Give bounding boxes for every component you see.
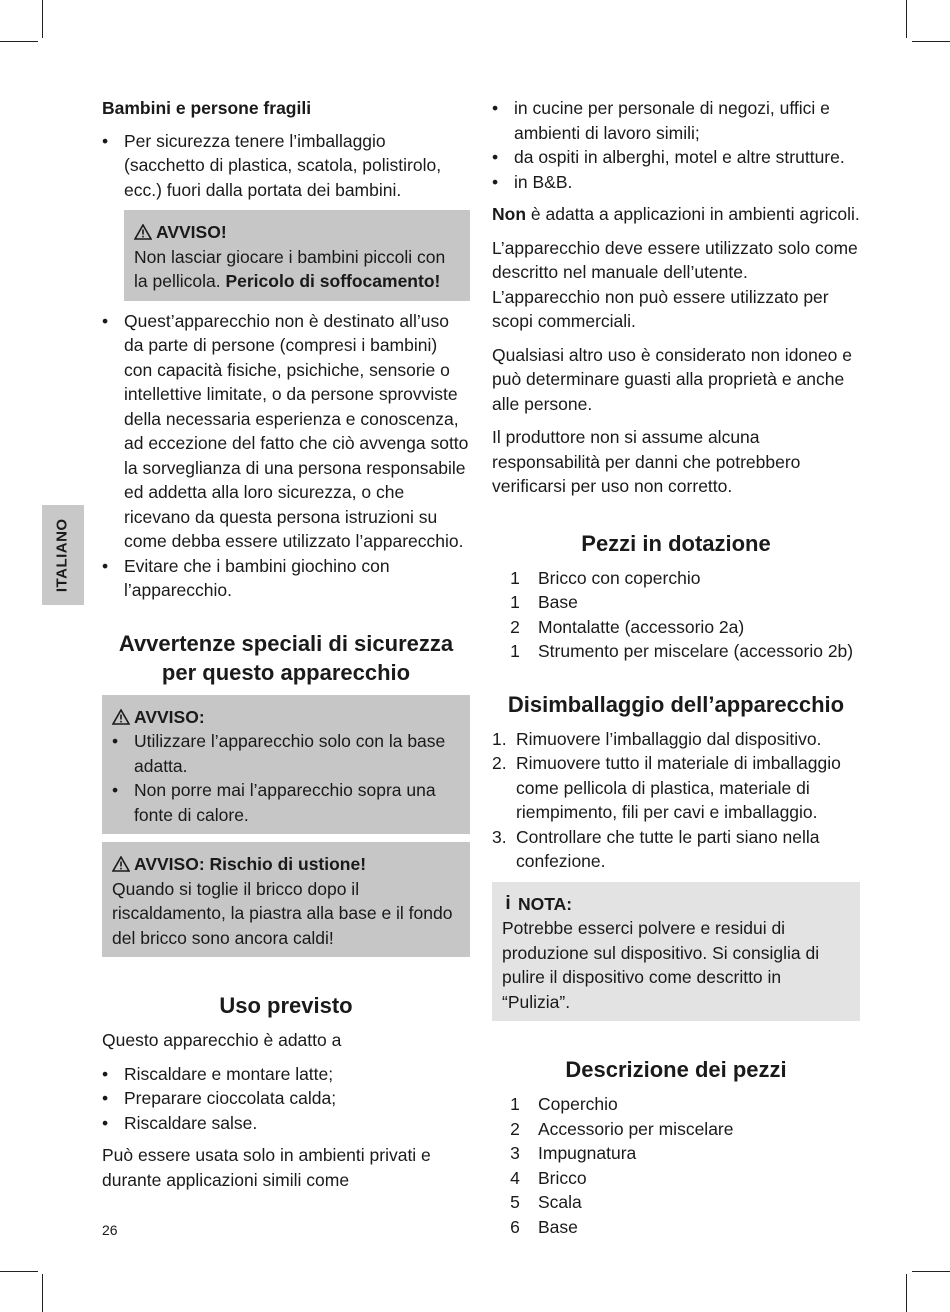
list-item: • Preparare cioccolata calda; <box>102 1086 470 1111</box>
step-text: Controllare che tutte le parti siano nella confezione. <box>516 826 820 871</box>
warning-title: AVVISO: <box>134 706 205 727</box>
warning-list <box>112 729 460 827</box>
crop-mark <box>906 1274 907 1312</box>
item-quantity: 2 <box>510 616 520 637</box>
right-column <box>492 96 860 1247</box>
warning-box-header <box>134 220 460 245</box>
crop-mark <box>912 1271 950 1272</box>
note-title: NOTA: <box>518 893 573 914</box>
warning-text-body: Non lasciar giocare i bambini piccoli con la pellicola. <box>134 246 446 291</box>
item-label: Accessorio per miscelare <box>538 1118 734 1139</box>
crop-mark <box>912 41 950 42</box>
list-item <box>492 1166 860 1191</box>
warning-triangle-icon <box>112 709 130 725</box>
item-label: Scala <box>538 1192 582 1212</box>
item-number: 6 <box>510 1216 520 1237</box>
list-item <box>492 1117 860 1142</box>
item-number: 1 <box>510 1094 520 1114</box>
warning-title: AVVISO! <box>156 222 227 242</box>
unpacking-steps <box>492 727 860 874</box>
item-number: 5 <box>510 1192 520 1212</box>
item-label: Bricco <box>538 1167 587 1188</box>
list-item <box>492 751 860 825</box>
item-label: Bricco con coperchio <box>538 567 701 588</box>
crop-mark <box>42 0 43 38</box>
item-label: Base <box>538 1216 578 1237</box>
intended-use-intro: Questo apparecchio è adatto a <box>102 1030 342 1050</box>
list-item: • Utilizzare l’apparecchio solo con la base adatta. <box>112 729 460 778</box>
note-box-header <box>502 892 850 917</box>
agricultural-note <box>492 202 860 227</box>
crop-mark <box>42 1274 43 1312</box>
step-number: 2. <box>492 753 507 773</box>
language-tab-label: ITALIANO <box>53 518 71 592</box>
list-item: • Riscaldare salse. <box>102 1111 470 1136</box>
list-item <box>492 639 860 664</box>
fragili-list <box>102 129 470 203</box>
special-safety-heading: Avvertenze speciali di sicurezza per questo apparecchio <box>118 630 454 685</box>
list-item <box>492 1092 860 1117</box>
paragraph: L’apparecchio deve essere utilizzato solo come descritto nel manuale dell’utente. L’apparecchio non può essere utilizzato per scopi commerciali. <box>492 237 858 331</box>
note-text: Potrebbe esserci polvere e residui di produzione sul dispositivo. Si consiglia di pulire il dispositivo come descritto in “Pulizia”. <box>502 918 820 1012</box>
supplied-parts-list <box>492 566 860 664</box>
list-item: • in cucine per personale di negozi, uffici e ambienti di lavoro simili; <box>492 96 860 145</box>
list-item: • Evitare che i bambini giochino con l’apparecchio. <box>102 554 470 603</box>
warning-text <box>134 245 460 294</box>
warning-triangle-icon <box>112 856 130 872</box>
warning-triangle-icon <box>134 224 152 240</box>
parts-description-list <box>492 1092 860 1239</box>
warning-box-header <box>112 705 460 730</box>
list-item: • Quest’apparecchio non è destinato all’uso da parte di persone (compresi i bambini) con capacità fisiche, psichiche, sensorie o intellettive limitate, o da persone sprovviste della necessaria esperienza e conoscenza, ad eccezione del fatto che ciò avvenga sotto la sorveglianza di una persona responsabile ed addetta alla loro sicurezza, o che ricevano da questa persona istruzioni su come debba essere utilizzato l’apparecchio. <box>102 309 470 554</box>
list-item <box>492 590 860 615</box>
list-item: • Non porre mai l’apparecchio sopra una fonte di calore. <box>112 778 460 827</box>
fragili-list-cont <box>102 309 470 603</box>
info-icon: i <box>505 892 511 914</box>
crop-mark <box>906 0 907 38</box>
agricultural-note-text: è adatta a applicazioni in ambienti agricoli. <box>526 204 860 224</box>
intended-use-heading: Uso previsto <box>219 993 353 1018</box>
language-tab <box>42 505 84 605</box>
left-column <box>102 96 470 1201</box>
list-item <box>492 1141 860 1166</box>
list-item <box>492 825 860 874</box>
unpacking-heading: Disimballaggio dell’apparecchio <box>507 691 845 717</box>
item-label: Strumento per miscelare (accessorio 2b) <box>538 641 854 661</box>
item-label: Impugnatura <box>538 1143 637 1163</box>
list-item <box>492 727 860 752</box>
warning-text: Quando si toglie il bricco dopo il riscaldamento, la piastra alla base e il fondo del bricco sono ancora caldi! <box>112 878 453 948</box>
fragili-heading: Bambini e persone fragili <box>102 98 312 118</box>
intended-use-list <box>102 1062 470 1136</box>
list-item: • Riscaldare e montare latte; <box>102 1062 470 1087</box>
list-item: • Per sicurezza tenere l’imballaggio (sacchetto di plastica, scatola, polistirolo, ecc.) fuori dalla portata dei bambini. <box>102 129 470 203</box>
item-number: 2 <box>510 1118 520 1139</box>
item-number: 3 <box>510 1143 520 1163</box>
list-item: • in B&B. <box>492 170 860 195</box>
paragraph: Qualsiasi altro uso è considerato non idoneo e può determinare guasti alla proprietà e anche alle persone. <box>492 344 852 414</box>
step-text: Rimuovere l’imballaggio dal dispositivo. <box>516 728 822 749</box>
item-quantity: 1 <box>510 641 520 661</box>
warning-box-header <box>112 852 460 877</box>
item-label: Base <box>538 592 578 612</box>
warning-text-emphasis: Pericolo di soffocamento! <box>225 271 441 291</box>
page-number: 26 <box>102 1222 118 1238</box>
warning-box-base <box>102 695 470 835</box>
warning-box-burn <box>102 842 470 957</box>
list-item <box>492 566 860 591</box>
crop-mark <box>0 41 38 42</box>
list-item <box>492 1190 860 1215</box>
list-item: • da ospiti in alberghi, motel e altre strutture. <box>492 145 860 170</box>
supplied-parts-heading: Pezzi in dotazione <box>581 530 771 556</box>
parts-description-heading: Descrizione dei pezzi <box>565 1057 787 1082</box>
warning-box-film <box>124 210 470 301</box>
list-item <box>492 615 860 640</box>
note-box <box>492 882 860 1022</box>
paragraph: Il produttore non si assume alcuna responsabilità per danni che potrebbero verificarsi per uso non corretto. <box>492 427 801 496</box>
crop-mark <box>0 1271 38 1272</box>
step-number: 3. <box>492 826 507 847</box>
warning-title: AVVISO: Rischio di ustione! <box>134 854 367 874</box>
agricultural-note-emphasis: Non <box>492 204 527 224</box>
step-number: 1. <box>492 728 507 749</box>
list-item <box>492 1215 860 1240</box>
step-text: Rimuovere tutto il materiale di imballaggio come pellicola di plastica, materiale di riempimento, fili per cavi e imballaggio. <box>516 753 841 822</box>
item-number: 4 <box>510 1167 520 1188</box>
item-quantity: 1 <box>510 592 520 612</box>
item-label: Coperchio <box>538 1094 618 1114</box>
item-quantity: 1 <box>510 567 520 588</box>
use-context-list <box>492 96 860 194</box>
intended-use-outro: Può essere usata solo in ambienti privati e durante applicazioni simili come <box>102 1145 431 1190</box>
item-label: Montalatte (accessorio 2a) <box>538 616 745 637</box>
